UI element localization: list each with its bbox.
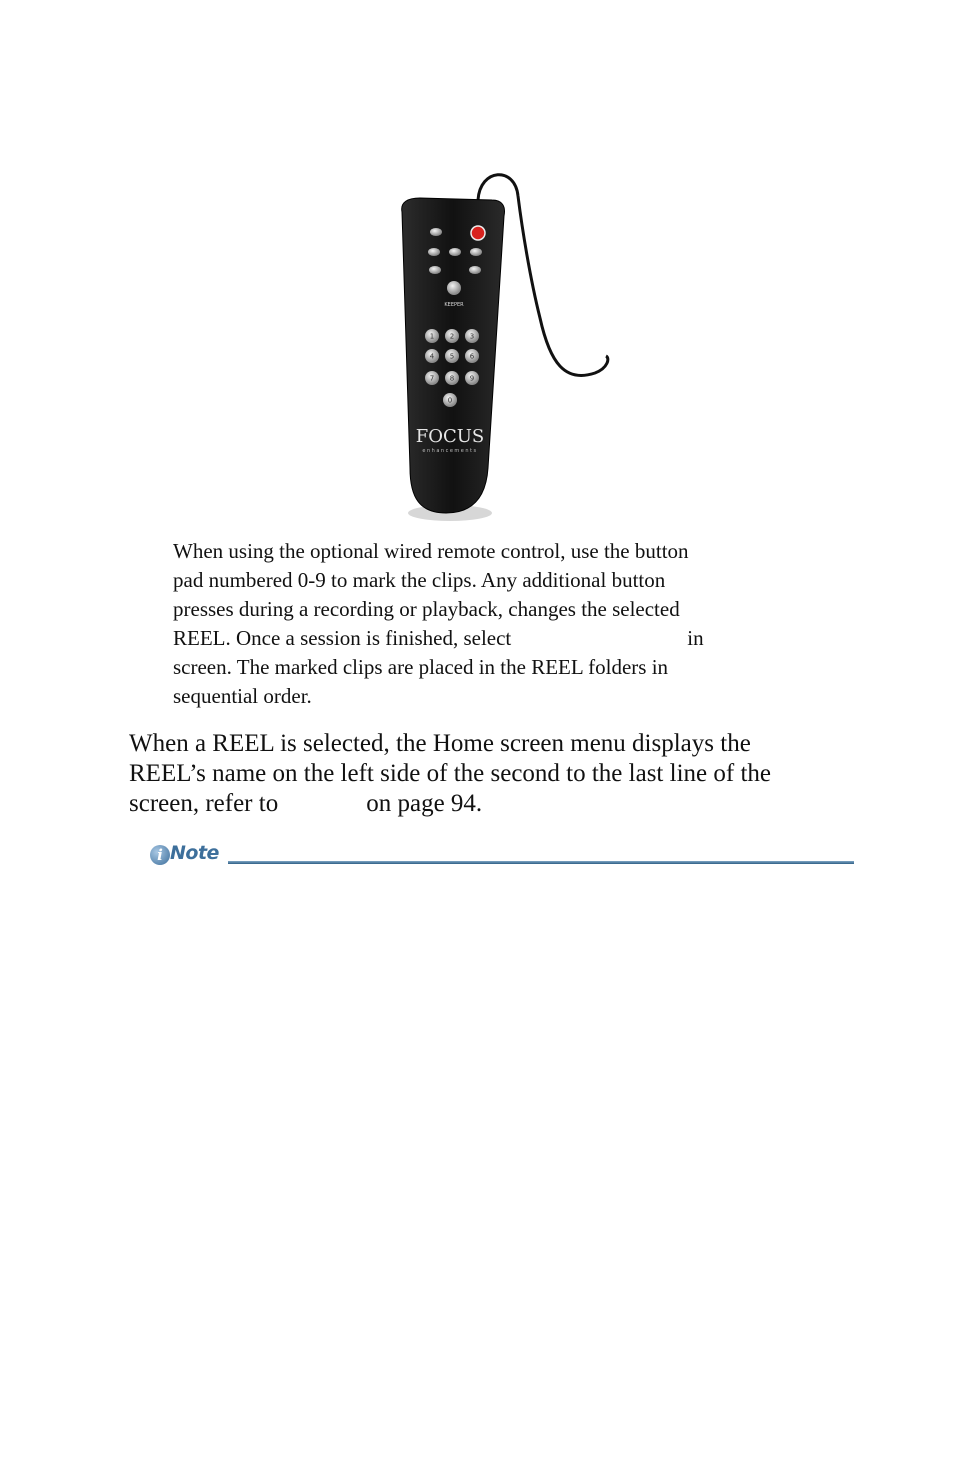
caption-line: in [687,626,704,650]
caption-line: screen. The marked clips are placed in the REEL folders in [173,655,669,679]
note-divider [228,861,854,864]
body-line: REEL’s name on the left side of the second to the last line of the [129,760,771,787]
number-button-label: 6 [469,352,475,361]
remote-caption [173,537,853,711]
caption-line: REEL. Once a session is finished, select [173,626,512,650]
keeper-label: KEEPER [444,302,464,308]
caption-line: When using the optional wired remote control, use the button [173,539,689,563]
body-paragraph [129,729,889,819]
number-button-label: 0 [447,396,453,405]
note-header [148,842,854,872]
number-button-label: 8 [449,374,455,383]
caption-line: sequential order. [173,684,312,708]
brand-subtitle: enhancements [422,448,478,454]
record-button [471,226,485,240]
number-button-label: 5 [449,352,455,361]
number-button-label: 1 [429,332,435,341]
caption-line: presses during a recording or playback, changes the selected [173,597,680,621]
info-icon: i [150,845,170,865]
remote-illustration [380,168,630,528]
number-button-label: 7 [429,374,435,383]
caption-line: pad numbered 0-9 to mark the clips. Any additional button [173,568,666,592]
brand-logo: FOCUS [415,426,485,447]
note-label: Note [170,842,219,864]
number-button-label: 2 [449,332,455,341]
body-line: on page 94. [366,790,483,817]
keeper-button [447,281,461,295]
wired-remote-image [380,168,630,528]
number-button-label: 9 [469,374,475,383]
body-line: When a REEL is selected, the Home screen menu displays the [129,730,751,757]
number-button-label: 3 [469,332,475,341]
number-button-label: 4 [429,352,435,361]
body-line: screen, refer to [129,790,279,817]
